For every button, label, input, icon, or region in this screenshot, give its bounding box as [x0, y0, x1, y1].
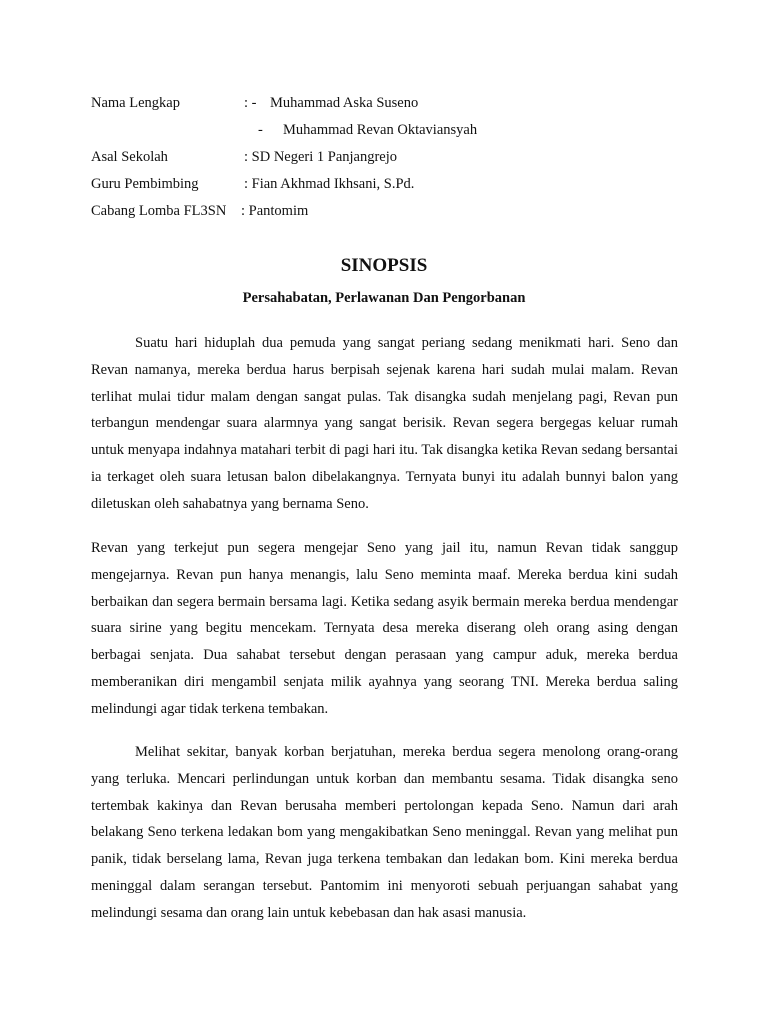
synopsis-paragraph-3: Melihat sekitar, banyak korban berjatuhan, mereka berdua segera menolong orang-orang yang terluka. Mencari perlindungan untuk korban dan membantu sesama. Tidak disangka seno tertembak kakinya dan Revan berusaha memberi pertolongan kepada Seno. Namun dari arah belakang Seno terkena ledakan bom yang mengakibatkan Seno meninggal. Revan yang melihat pun panik, tidak berselang lama, Revan juga terkena tembakan dan ledakan bom. Kini mereka berdua meninggal dalam serangan tersebut. Pantomim ini menyoroti sebuah perjuangan sahabat yang melindungi sesama dan orang lain untuk kebebasan dan hak asasi manusia.	[91, 744, 678, 921]
guru-value: : Fian Akhmad Ikhsani, S.Pd.	[244, 176, 415, 192]
sekolah-label: Asal Sekolah	[91, 149, 168, 165]
synopsis-paragraph-2: Revan yang terkejut pun segera mengejar Seno yang jail itu, namun Revan tidak sanggup mengejarnya. Revan pun hanya menangis, lalu Seno meminta maaf. Mereka berdua kini sudah berbaikan dan segera bermain bersama lagi. Ketika sedang asyik bermain mereka berdua mendengar suara sirine yang begitu mencekam. Ternyata desa mereka diserang oleh orang asing dengan berbagai senjata. Dua sahabat tersebut dengan perasaan yang campur aduk, mereka berdua memberanikan diri mengambil senjata milik ayahnya yang seorang TNI. Mereka berdua saling melindungi agar tidak terkena tembakan.	[91, 540, 678, 717]
cabang-label: Cabang Lomba FL3SN	[91, 203, 227, 219]
sekolah-value: : SD Negeri 1 Panjangrejo	[244, 149, 398, 165]
identity-block	[91, 93, 691, 228]
nama-label: Nama Lengkap	[91, 95, 180, 111]
identity-row-guru	[91, 174, 691, 201]
nama-1: Muhammad Aska Suseno	[270, 95, 419, 111]
document-subtitle: Persahabatan, Perlawanan Dan Pengorbanan	[242, 290, 526, 306]
identity-row-cabang	[91, 201, 691, 228]
cabang-value: : Pantomim	[241, 203, 309, 219]
nama-2: Muhammad Revan Oktaviansyah	[283, 122, 478, 138]
identity-row-nama	[91, 93, 691, 120]
guru-label: Guru Pembimbing	[91, 176, 199, 192]
identity-row-sekolah	[91, 147, 691, 174]
nama-2-dash: -	[258, 122, 263, 138]
document-title: SINOPSIS	[340, 255, 428, 276]
identity-row-nama-2	[91, 120, 691, 147]
nama-prefix: : -	[244, 95, 257, 111]
nama-value-1	[244, 93, 418, 113]
synopsis-paragraph-1: Suatu hari hiduplah dua pemuda yang sangat periang sedang menikmati hari. Seno dan Revan namanya, mereka berdua harus berpisah sejenak karena hari sudah mulai malam. Revan terlihat mulai tidur malam dengan sangat pulas. Tak disangka sudah menjelang pagi, Revan pun terbangun mendengar suara alarmnya yang sangat berisik. Revan segera bergegas keluar rumah untuk menyapa indahnya matahari terbit di pagi hari itu. Tak disangka ketika Revan sedang bersantai ia terkaget oleh suara letusan balon dibelakangnya. Ternyata bunyi itu adalah bunnyi balon yang diletuskan oleh sahabatnya yang bernama Seno.	[91, 335, 678, 512]
nama-value-2	[258, 120, 477, 140]
